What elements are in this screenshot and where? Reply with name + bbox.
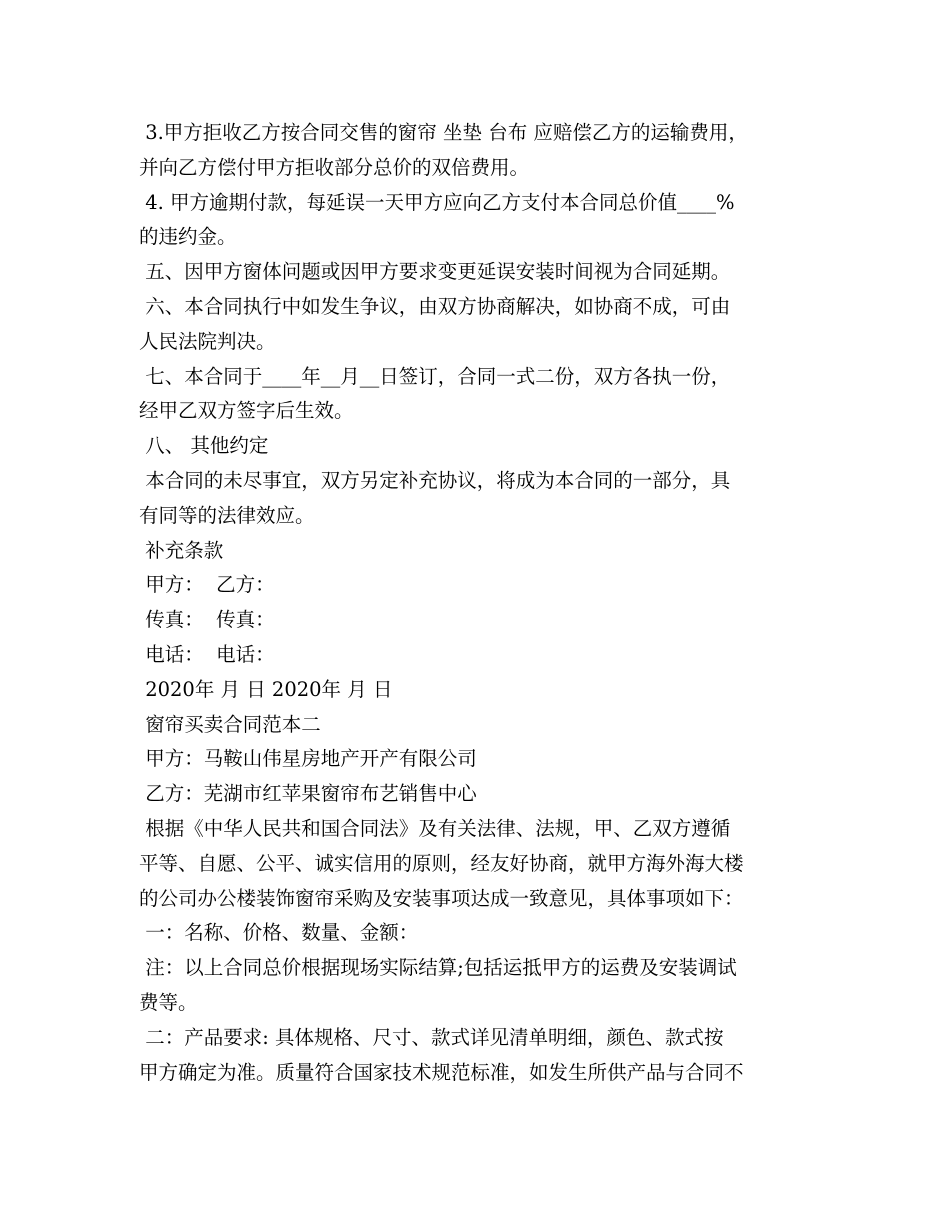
text-line: 的违约金。 — [139, 225, 237, 249]
text-line: 电话： 电话： — [139, 642, 275, 666]
text-line: 费等。 — [139, 990, 198, 1014]
text-line: 七、本合同于____年__月__日签订，合同一式二份，双方各执一份， — [139, 364, 731, 388]
text-line: 的公司办公楼装饰窗帘采购及安装事项达成一致意见，具体事项如下： — [139, 886, 744, 910]
text-line: 窗帘买卖合同范本二 — [139, 712, 321, 736]
text-line: 平等、自愿、公平、诚实信用的原则，经友好协商，就甲方海外海大楼 — [139, 851, 744, 875]
document-body — [139, 116, 829, 1090]
text-line: 3.甲方拒收乙方按合同交售的窗帘 坐垫 台布 应赔偿乙方的运输费用， — [139, 121, 748, 144]
text-line: 二：产品要求: 具体规格、尺寸、款式详见清单明细，颜色、款式按 — [139, 1025, 724, 1049]
text-line: 本合同的未尽事宜，双方另定补充协议，将成为本合同的一部分，具 — [139, 468, 731, 492]
text-line: 2020年 月 日 2020年 月 日 — [139, 677, 393, 701]
text-line: 传真： 传真： — [139, 608, 275, 632]
text-line: 人民法院判决。 — [139, 329, 276, 353]
text-line: 六、本合同执行中如发生争议，由双方协商解决，如协商不成，可由 — [139, 294, 731, 318]
text-line: 五、因甲方窗体问题或因甲方要求变更延误安装时间视为合同延期。 — [139, 260, 731, 284]
text-line: 根据《中华人民共和国合同法》及有关法律、法规，甲、乙双方遵循 — [139, 816, 731, 840]
text-line: 八、 其他约定 — [139, 434, 269, 458]
text-line: 一：名称、价格、数量、金额： — [139, 921, 419, 945]
text-line: 注：以上合同总价根据现场实际结算;包括运抵甲方的运费及安装调试 — [139, 956, 737, 980]
text-line: 甲方：马鞍山伟星房地产开产有限公司 — [139, 747, 477, 771]
text-line: 有同等的法律效应。 — [139, 503, 315, 527]
text-line: 4. 甲方逾期付款，每延误一天甲方应向乙方支付本合同总价值____% — [139, 190, 735, 214]
text-line: 经甲乙双方签字后生效。 — [139, 399, 354, 423]
text-line: 并向乙方偿付甲方拒收部分总价的双倍费用。 — [139, 155, 530, 179]
text-line: 甲方确定为准。质量符合国家技术规范标准，如发生所供产品与合同不 — [139, 1060, 744, 1084]
text-line: 补充条款 — [139, 538, 224, 562]
text-line: 乙方：芜湖市红苹果窗帘布艺销售中心 — [139, 782, 477, 806]
text-line: 甲方： 乙方： — [139, 573, 275, 597]
